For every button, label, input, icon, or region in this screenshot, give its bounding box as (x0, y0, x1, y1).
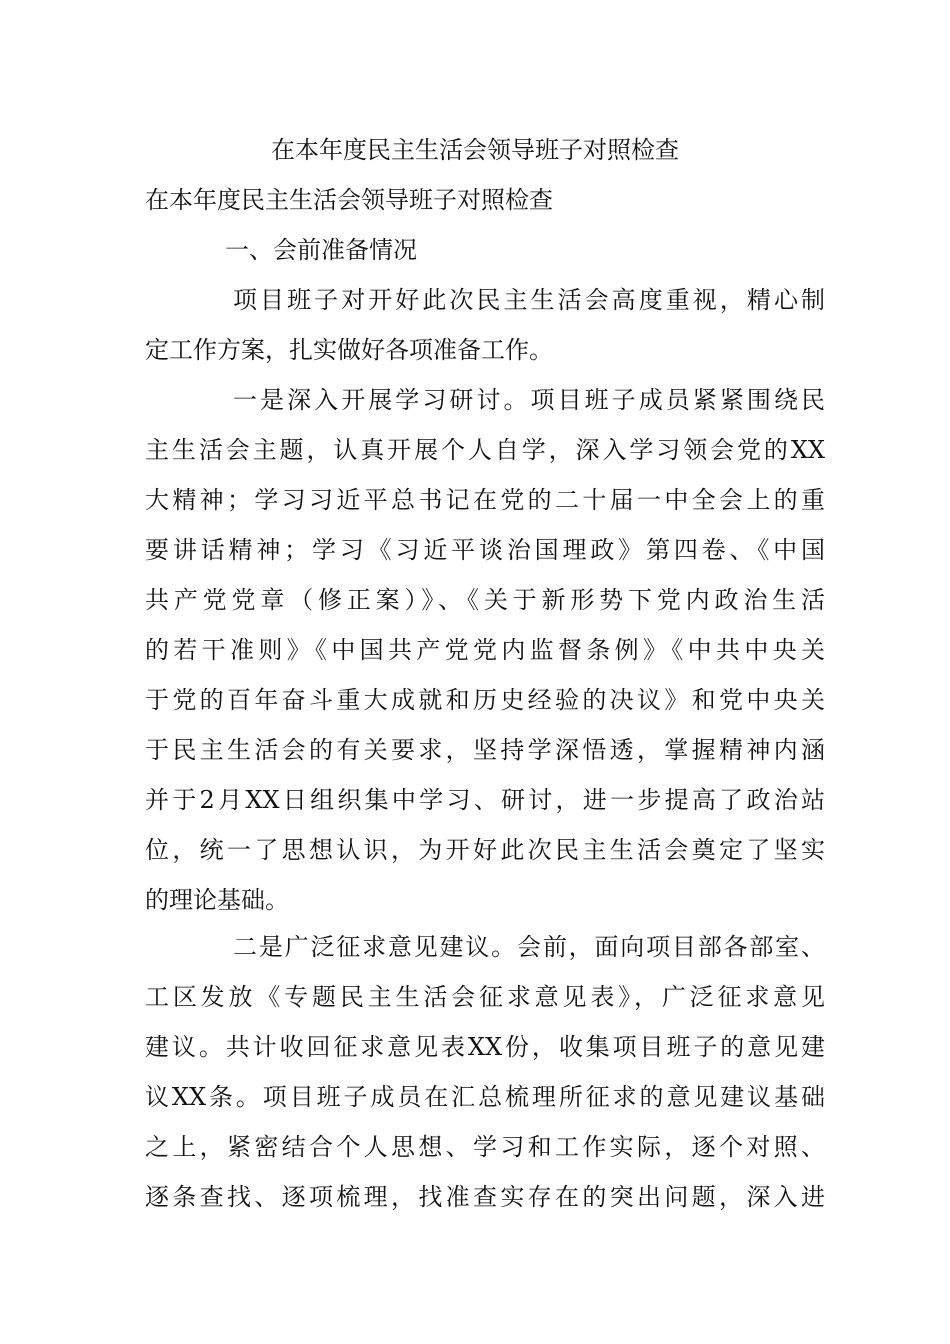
paragraph-line: 的理论基础。 (145, 886, 289, 914)
paragraph-line: 项目班子对开好此次民主生活会高度重视，精心制 (233, 286, 825, 314)
paragraph-line: 位，统一了思想认识，为开好此次民主生活会奠定了坚实 (145, 836, 825, 864)
paragraph-line: 逐条查找、逐项梳理，找准查实存在的突出问题，深入进 (145, 1183, 825, 1211)
paragraph-line: 于民主生活会的有关要求，坚持学深悟透，掌握精神内涵 (145, 736, 825, 764)
paragraph-line: 大精神；学习习近平总书记在党的二十届一中全会上的重 (145, 486, 825, 514)
paragraph-line: 一是深入开展学习研讨。项目班子成员紧紧围绕民 (233, 386, 825, 414)
paragraph-line: 议XX条。项目班子成员在汇总梳理所征求的意见建议基础 (145, 1083, 825, 1111)
paragraph-line: 并于2月XX日组织集中学习、研讨，进一步提高了政治站 (145, 786, 825, 814)
paragraph-preparation-intro (145, 275, 825, 375)
paragraph-line: 要讲话精神；学习《习近平谈治国理政》第四卷、《中国 (145, 536, 825, 564)
paragraph-line: 定工作方案，扎实做好各项准备工作。 (145, 336, 553, 364)
paragraph-solicit-opinions (145, 922, 825, 1222)
section-heading: 一、会前准备情况 (225, 236, 417, 264)
document-subtitle: 在本年度民主生活会领导班子对照检查 (145, 186, 553, 214)
paragraph-line: 工区发放《专题民主生活会征求意见表》，广泛征求意见 (145, 983, 825, 1011)
paragraph-line: 建议。共计收回征求意见表XX份，收集项目班子的意见建 (145, 1033, 825, 1061)
paragraph-line: 的若干准则》《中国共产党党内监督条例》《中共中央关 (145, 636, 825, 664)
paragraph-study-discussion (145, 375, 825, 925)
paragraph-line: 共产党党章（修正案）》、《关于新形势下党内政治生活 (145, 586, 825, 614)
paragraph-line: 主生活会主题，认真开展个人自学，深入学习领会党的XX (145, 436, 825, 464)
document-title: 在本年度民主生活会领导班子对照检查 (271, 136, 679, 164)
paragraph-line: 于党的百年奋斗重大成就和历史经验的决议》和党中央关 (145, 686, 825, 714)
paragraph-line: 之上，紧密结合个人思想、学习和工作实际，逐个对照、 (145, 1133, 825, 1161)
paragraph-line: 二是广泛征求意见建议。会前，面向项目部各部室、 (233, 933, 825, 961)
